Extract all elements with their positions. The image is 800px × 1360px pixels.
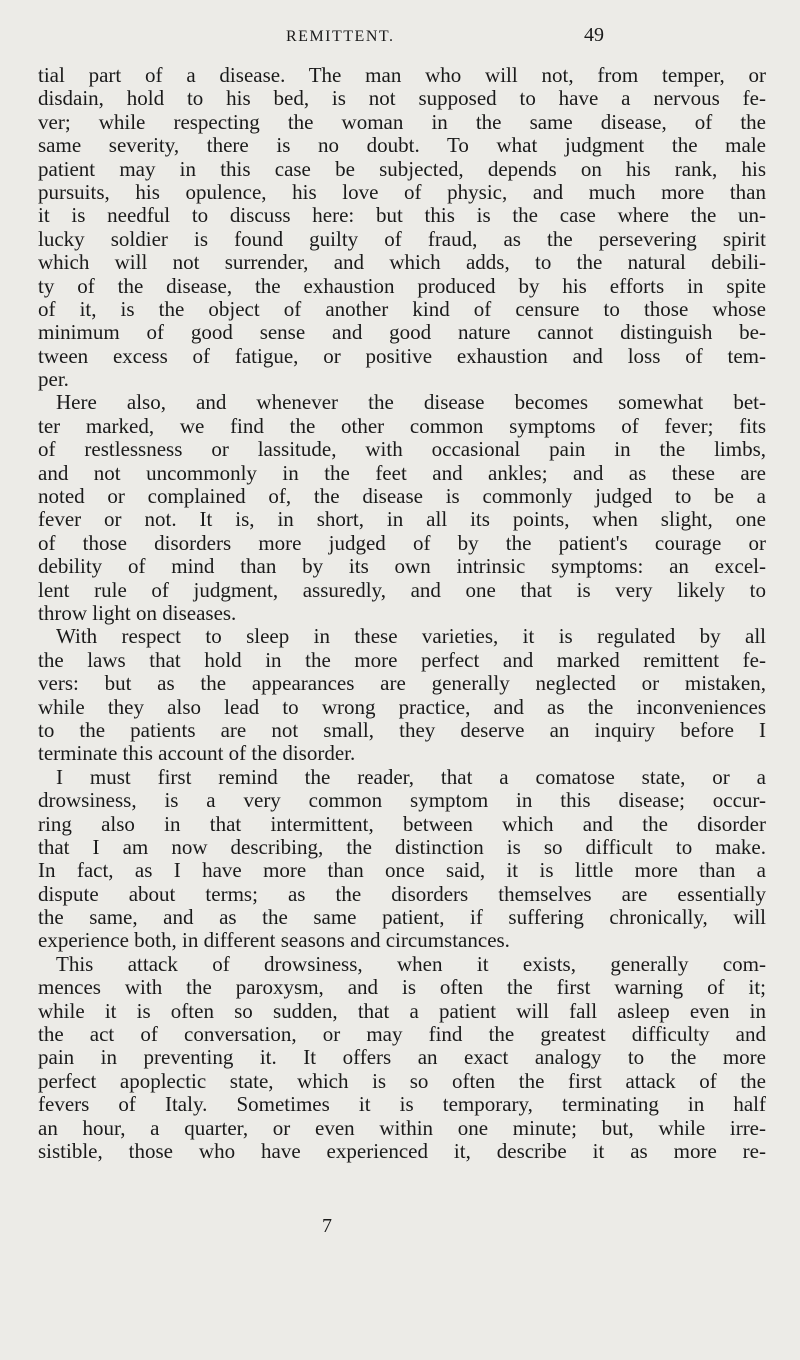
text-line: an hour, a quarter, or even within one minute; but, while irre- <box>38 1115 766 1140</box>
text-line: fever or not. It is, in short, in all its points, when slight, one <box>38 507 766 532</box>
text-line: vers: but as the appearances are generally neglected or mistaken, <box>38 671 766 696</box>
text-line: lucky soldier is found guilty of fraud, as the persevering spirit <box>38 226 766 251</box>
text-line: ring also in that intermittent, between which and the disorder <box>38 811 766 836</box>
text-line: ver; while respecting the woman in the same disease, of the <box>38 109 766 134</box>
text-line: that I am now describing, the distinction is so difficult to make. <box>38 834 766 859</box>
page-header <box>0 24 800 56</box>
text-line: pursuits, his opulence, his love of physic, and much more than <box>38 179 766 204</box>
text-line: ter marked, we find the other common symptoms of fever; fits <box>38 413 766 438</box>
text-line: perfect apoplectic state, which is so often the first attack of the <box>38 1068 766 1093</box>
text-line: noted or complained of, the disease is commonly judged to be a <box>38 484 766 509</box>
text-line: With respect to sleep in these varieties, it is regulated by all <box>56 624 766 649</box>
page-number: 49 <box>584 24 604 46</box>
text-line: disdain, hold to his bed, is not supposed to have a nervous fe- <box>38 86 766 111</box>
text-line: sistible, those who have experienced it, describe it as more re- <box>38 1138 766 1163</box>
text-line: the laws that hold in the more perfect and marked remittent fe- <box>38 647 766 672</box>
text-line: while it is often so sudden, that a patient will fall asleep even in <box>38 998 766 1023</box>
text-line: tween excess of fatigue, or positive exhaustion and loss of tem- <box>38 343 766 368</box>
text-line: I must first remind the reader, that a comatose state, or a <box>56 764 766 789</box>
text-line: of those disorders more judged of by the patient's courage or <box>38 530 766 555</box>
text-line: tial part of a disease. The man who will not, from temper, or <box>38 63 766 87</box>
text-line: of restlessness or lassitude, with occasional pain in the limbs, <box>38 437 766 462</box>
text-line: of it, is the object of another kind of censure to those whose <box>38 296 766 321</box>
text-line: the act of conversation, or may find the greatest difficulty and <box>38 1022 766 1047</box>
text-line: In fact, as I have more than once said, it is little more than a <box>38 858 766 883</box>
text-line: per. <box>38 367 69 392</box>
text-line: it is needful to discuss here: but this is the case where the un- <box>38 203 766 228</box>
text-line: debility of mind than by its own intrinsic symptoms: an excel- <box>38 554 766 579</box>
text-line: experience both, in different seasons and circumstances. <box>38 928 510 953</box>
text-line: and not uncommonly in the feet and ankles; and as these are <box>38 460 766 485</box>
text-line: lent rule of judgment, assuredly, and one that is very likely to <box>38 577 766 602</box>
text-line: fevers of Italy. Sometimes it is temporary, terminating in half <box>38 1092 766 1117</box>
text-line: to the patients are not small, they deserve an inquiry before I <box>38 717 766 742</box>
text-line: Here also, and whenever the disease becomes somewhat bet- <box>56 390 766 415</box>
text-line: the same, and as the same patient, if suffering chronically, will <box>38 905 766 930</box>
text-line: mences with the paroxysm, and is often the first warning of it; <box>38 975 766 1000</box>
signature-mark: 7 <box>322 1215 332 1237</box>
text-line: dispute about terms; as the disorders themselves are essentially <box>38 881 766 906</box>
text-line: minimum of good sense and good nature cannot distinguish be- <box>38 320 766 345</box>
text-line: patient may in this case be subjected, depends on his rank, his <box>38 156 766 181</box>
text-line: ty of the disease, the exhaustion produced by his efforts in spite <box>38 273 766 298</box>
body-text <box>38 64 766 1163</box>
text-line: which will not surrender, and which adds, to the natural debili- <box>38 250 766 275</box>
text-line: while they also lead to wrong practice, and as the inconveniences <box>38 694 766 719</box>
text-line: terminate this account of the disorder. <box>38 741 356 766</box>
text-line: This attack of drowsiness, when it exists, generally com- <box>56 951 766 976</box>
running-head: REMITTENT. <box>286 28 395 45</box>
text-line: pain in preventing it. It offers an exact analogy to the more <box>38 1045 766 1070</box>
text-line: throw light on diseases. <box>38 600 237 625</box>
text-line: drowsiness, is a very common symptom in this disease; occur- <box>38 788 766 813</box>
text-line: same severity, there is no doubt. To what judgment the male <box>38 133 766 158</box>
